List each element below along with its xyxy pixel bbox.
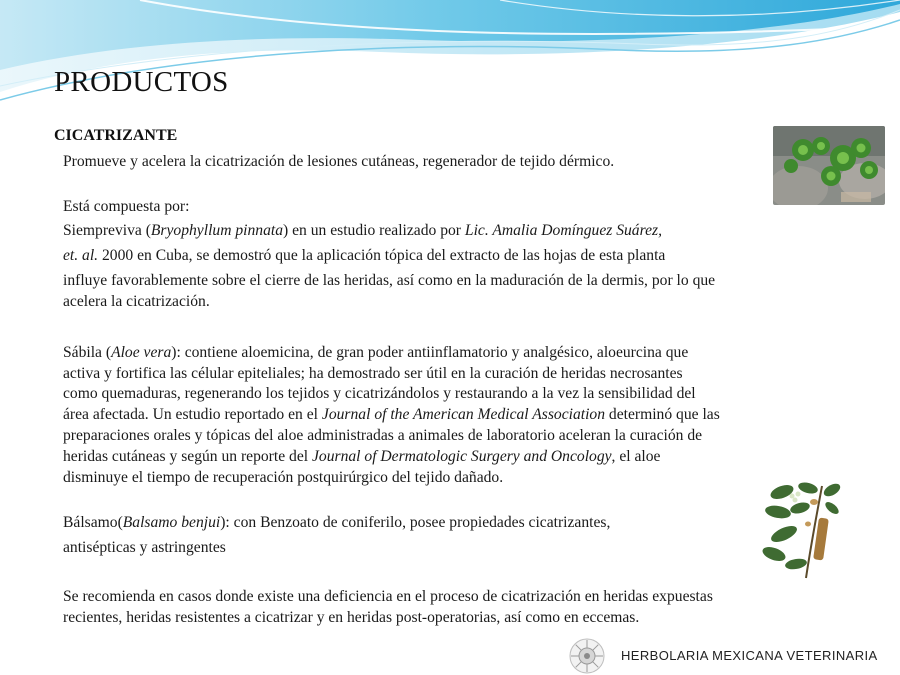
sabila-line-4: área afectada. Un estudio reportado en el Journal of the American Medical Association determinó que las [63, 406, 720, 423]
balsam-plant-illustration [762, 478, 842, 580]
brand-seal-logo [569, 638, 605, 674]
balsamo-line-1: Bálsamo(Balsamo benjui): con Benzoato de coniferilo, posee propiedades cicatrizantes, [63, 514, 611, 531]
balsamo-line-2: antisépticas y astringentes [63, 539, 226, 556]
latin-name: Bryophyllum pinnata [150, 222, 284, 239]
recommendation-line-1: Se recomienda en casos donde existe una deficiencia en el proceso de cicatrización en heridas expuestas [63, 588, 713, 605]
sabila-line-7: disminuye el tiempo de recuperación postquirúrgico del tejido dañado. [63, 469, 504, 486]
siempreviva-line-2: et. al. 2000 en Cuba, se demostró que la aplicación tópica del extracto de las hojas de esta planta [63, 247, 666, 264]
sabila-line-6: heridas cutáneas y según un reporte del Journal of Dermatologic Surgery and Oncology, el aloe [63, 448, 661, 465]
siempreviva-line-4: acelera la cicatrización. [63, 293, 210, 310]
footer-brand-text: HERBOLARIA MEXICANA VETERINARIA [621, 648, 878, 663]
sabila-line-2: activa y fortifica las célular epiteliales; ha demostrado ser útil en la curación de heridas necrosantes [63, 365, 683, 382]
composition-label: Está compuesta por: [63, 198, 190, 215]
sabila-line-3: como quemaduras, regenerando los tejidos y cicatrizándolos y restaurando a la vez la sensibilidad del [63, 385, 696, 402]
succulent-photo [773, 126, 885, 205]
intro-paragraph: Promueve y acelera la cicatrización de lesiones cutáneas, regenerador de tejido dérmico. [63, 153, 615, 170]
latin-name: Balsamo benjui [122, 514, 221, 531]
siempreviva-line-1: Siempreviva (Bryophyllum pinnata) en un estudio realizado por Lic. Amalia Domínguez Suárez, [63, 222, 662, 239]
siempreviva-line-3: influye favorablemente sobre el cierre de las heridas, así como en la maduración de la dermis, por lo que [63, 272, 716, 289]
section-heading: CICATRIZANTE [54, 127, 178, 144]
recommendation-line-2: recientes, heridas resistentes a cicatrizar y en heridas post-operatorias, así como en eccemas. [63, 609, 640, 626]
author-name: Lic. Amalia Domínguez Suárez, [464, 222, 662, 239]
journal-name: Journal of Dermatologic Surgery and Oncology [311, 448, 612, 465]
page-title: PRODUCTOS [54, 66, 229, 98]
sabila-line-5: preparaciones orales y tópicas del aloe administradas a animales de laboratorio aceleran la curación de [63, 427, 703, 444]
latin-name: Aloe vera [111, 344, 172, 361]
journal-name: Journal of the American Medical Association [321, 406, 606, 423]
sabila-line-1: Sábila (Aloe vera): contiene aloemicina, de gran poder antiinflamatorio y analgésico, aloeurcina que [63, 344, 689, 361]
